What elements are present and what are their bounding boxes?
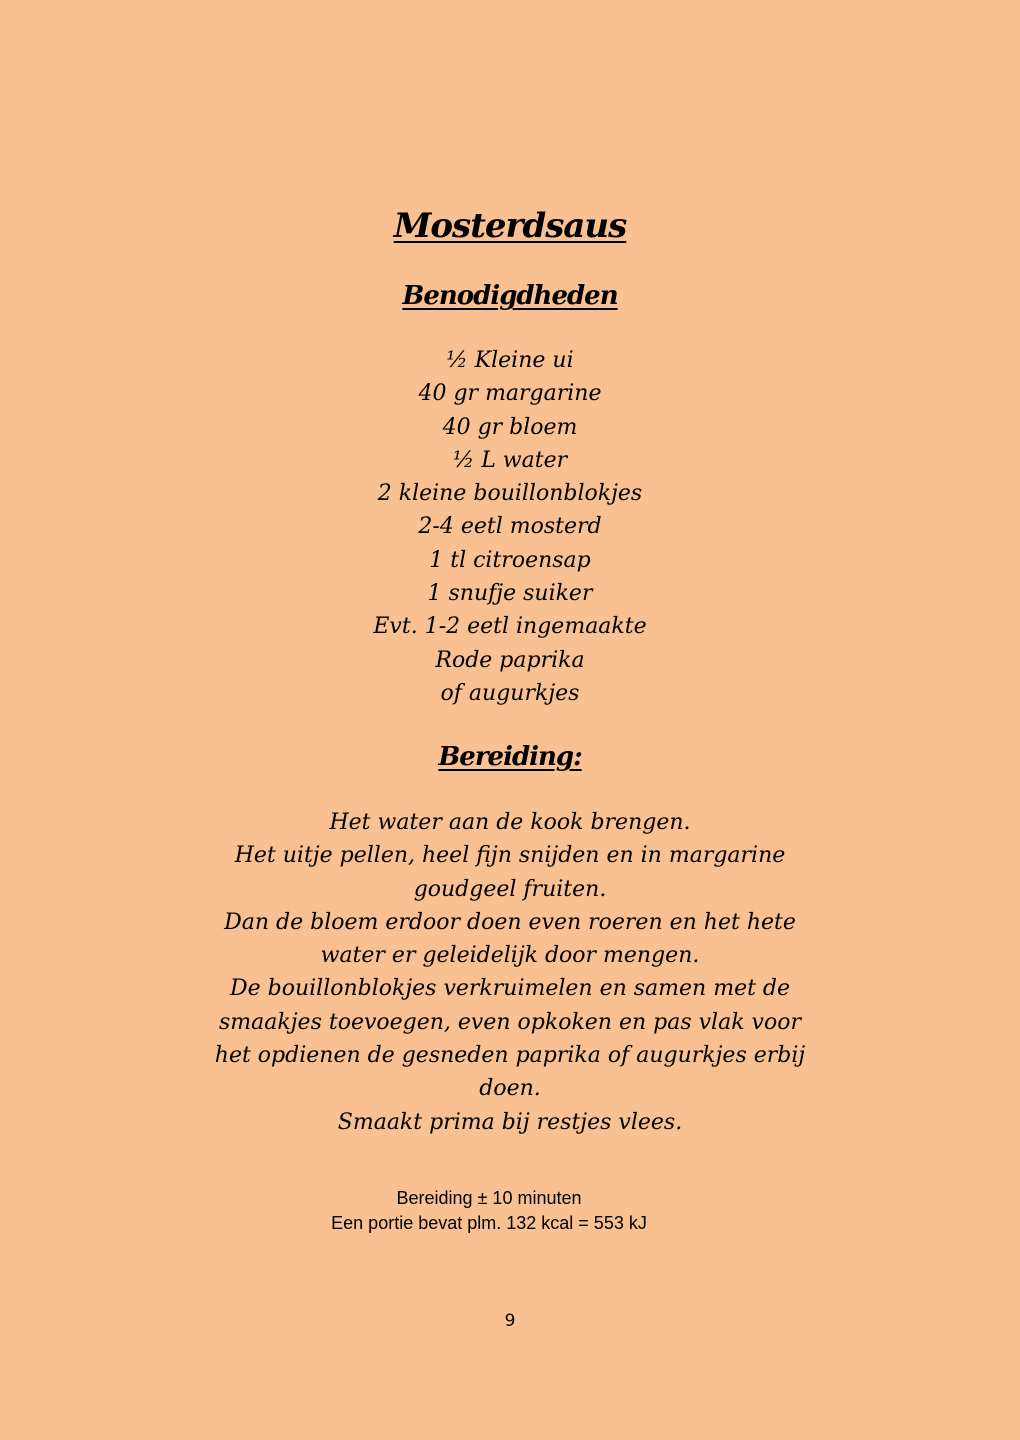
nutrition-info: Een portie bevat plm. 132 kcal = 553 kJ xyxy=(331,1213,647,1233)
ingredient-item: ½ Kleine ui xyxy=(446,348,574,373)
recipe-info xyxy=(279,1186,699,1236)
preparation-step: Dan de bloem erdoor doen even roeren en het hete water er geleidelijk door mengen. xyxy=(224,909,796,969)
ingredient-item: ½ L water xyxy=(452,447,568,473)
ingredient-item: 40 gr bloem xyxy=(442,414,578,440)
ingredient-item: Evt. 1-2 eetl ingemaakte xyxy=(373,614,647,640)
ingredient-item: 40 gr margarine xyxy=(418,381,602,407)
ingredient-item: Rode paprika xyxy=(435,647,585,673)
preparation-step: Smaakt prima bij restjes vlees. xyxy=(337,1109,683,1135)
ingredient-item: 2 kleine bouillonblokjes xyxy=(377,481,643,507)
ingredient-item: 1 snufje suiker xyxy=(427,581,593,607)
page-number: 9 xyxy=(504,1311,516,1331)
preparation-step: Het uitje pellen, heel fijn snijden en in margarine goudgeel fruiten. xyxy=(234,843,786,902)
preparation-step: Het water aan de kook brengen. xyxy=(329,810,691,835)
recipe-title: Mosterdsaus xyxy=(393,206,627,246)
ingredient-item: 1 tl citroensap xyxy=(429,547,591,573)
preparation-steps xyxy=(200,806,820,1139)
prep-time: Bereiding ± 10 minuten xyxy=(396,1188,582,1208)
preparation-step: De bouillonblokjes verkruimelen en samen met de smaakjes toevoegen, even opkoken en pas vlak voor het opdienen de gesneden paprika of augurkjes erbij doen. xyxy=(214,976,806,1102)
ingredients-list xyxy=(0,344,1020,710)
ingredient-item: of augurkjes xyxy=(440,680,580,706)
ingredient-item: 2-4 eetl mosterd xyxy=(418,514,602,540)
ingredients-heading: Benodigdheden xyxy=(402,281,618,311)
preparation-heading: Bereiding: xyxy=(438,742,582,772)
